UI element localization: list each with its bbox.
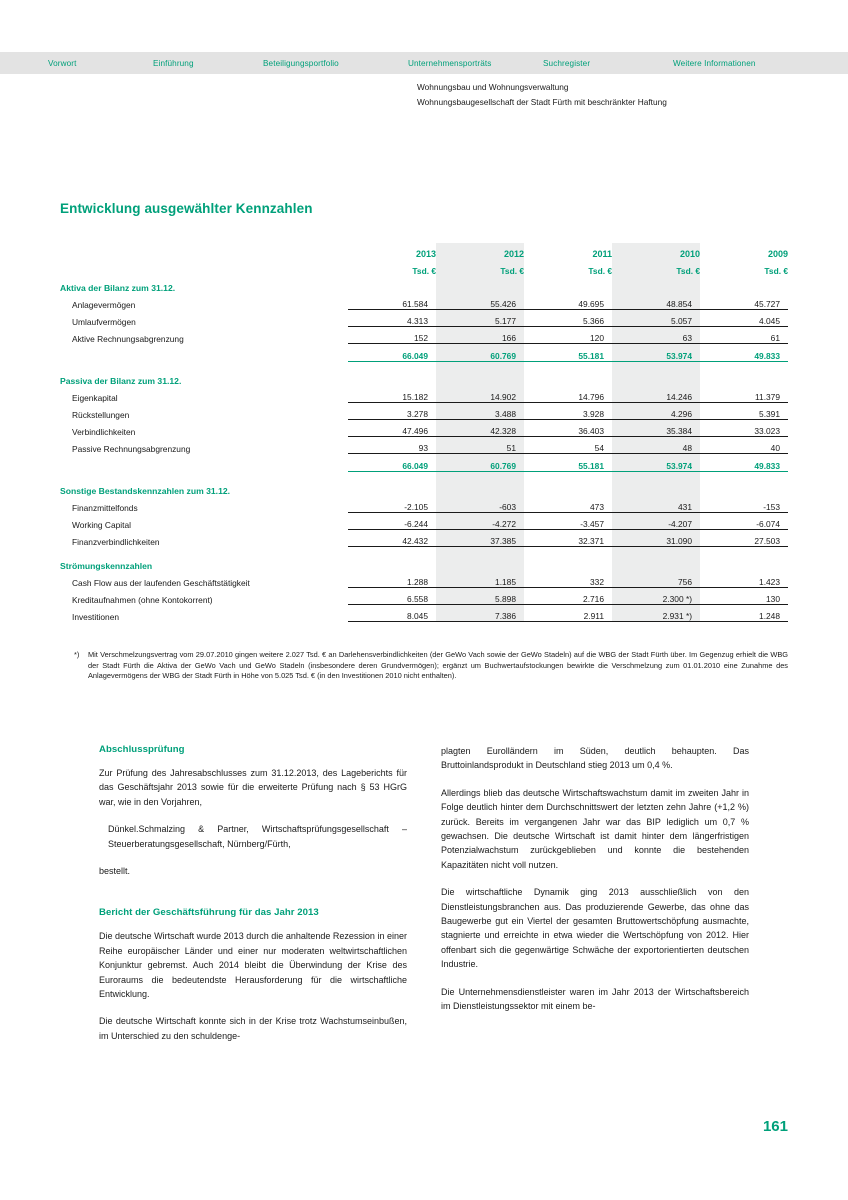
sum-value: 66.049 <box>348 454 436 472</box>
header-year-2012: 2012 <box>436 243 524 259</box>
spacer-cell <box>700 547 788 555</box>
row-value: 1.248 <box>700 605 788 622</box>
row-label: Aktive Rechnungsabgrenzung <box>72 333 184 344</box>
row-value: 45.727 <box>700 293 788 310</box>
row-value: 1.423 <box>700 571 788 588</box>
spacer-cell <box>612 362 700 370</box>
row-value: 93 <box>348 437 436 454</box>
row-value: 31.090 <box>612 530 700 547</box>
sum-label <box>60 454 348 472</box>
table-row <box>60 496 788 513</box>
nav-item-vorwort[interactable]: Vorwort <box>48 58 77 68</box>
header-year-2013: 2013 <box>415 249 436 259</box>
row-value: 4.296 <box>612 403 700 420</box>
kennzahlen-table <box>60 243 788 622</box>
row-value: 5.366 <box>524 310 612 327</box>
spacer-cell <box>436 472 524 480</box>
row-value: 1.288 <box>348 571 436 588</box>
table-row <box>60 437 788 454</box>
row-label: Umlaufvermögen <box>72 316 136 327</box>
sum-value: 55.181 <box>524 454 612 472</box>
row-value: 2.931 *) <box>612 605 700 622</box>
spacer-cell <box>348 547 436 555</box>
row-value: 5.177 <box>436 310 524 327</box>
sum-value: 49.833 <box>700 344 788 362</box>
row-value: 42.432 <box>348 530 436 547</box>
table-group-heading <box>60 369 788 386</box>
paragraph: Die Unternehmensdienstleister waren im Jahr 2013 der Wirtschaftsbereich im Dienstleistungssektor mit einem be- <box>441 986 749 1012</box>
header-unit-2011: Tsd. € <box>588 266 612 276</box>
body-column-left <box>99 744 407 1043</box>
kennzahlen-table-wrapper <box>60 243 788 622</box>
table-spacer <box>60 362 788 370</box>
table-sum-row <box>60 454 788 472</box>
spacer-cell <box>524 362 612 370</box>
row-value: -4.207 <box>612 513 700 530</box>
row-value: -3.457 <box>524 513 612 530</box>
row-value: 15.182 <box>348 386 436 403</box>
table-row <box>60 310 788 327</box>
row-value: 42.328 <box>436 420 524 437</box>
group-pad <box>700 369 788 386</box>
table-row <box>60 605 788 622</box>
spacer-cell <box>524 547 612 555</box>
row-value: 33.023 <box>700 420 788 437</box>
page-number: 161 <box>762 1118 788 1135</box>
spacer-cell <box>348 362 436 370</box>
table-row <box>60 386 788 403</box>
row-value: -6.074 <box>700 513 788 530</box>
group-pad <box>348 369 436 386</box>
header-unit-2009: Tsd. € <box>764 266 788 276</box>
spacer-cell <box>60 472 348 480</box>
table-row <box>60 403 788 420</box>
row-value: 3.928 <box>524 403 612 420</box>
sum-value: 60.769 <box>436 454 524 472</box>
paragraph: Zur Prüfung des Jahresabschlusses zum 31.12.2013, des Lageberichts für das Geschäftsjahr 2013 sowie für die erweiterte Prüfung nach § 53 HGrG war, wie in den Vorjahren, <box>99 768 407 807</box>
row-label: Kreditaufnahmen (ohne Kontokorrent) <box>72 594 213 605</box>
nav-item-beteiligungsportfolio[interactable]: Beteiligungsportfolio <box>263 58 339 68</box>
sum-value: 55.181 <box>524 344 612 362</box>
row-value: 473 <box>524 496 612 513</box>
row-value: 4.045 <box>700 310 788 327</box>
table-sum-row <box>60 344 788 362</box>
table-group-heading <box>60 479 788 496</box>
spacer-cell <box>524 472 612 480</box>
top-navigation <box>48 52 800 74</box>
row-value: 152 <box>348 327 436 344</box>
row-value: 2.716 <box>524 588 612 605</box>
row-label: Cash Flow aus der laufenden Geschäftstätigkeit <box>72 577 250 588</box>
sum-value: 66.049 <box>348 344 436 362</box>
row-value: 63 <box>612 327 700 344</box>
group-pad <box>524 369 612 386</box>
row-label: Finanzverbindlichkeiten <box>72 536 160 547</box>
heading-abschlusspruefung: Abschlussprüfung <box>99 744 185 755</box>
group-pad <box>700 554 788 571</box>
row-value: 130 <box>700 588 788 605</box>
paragraph: Die deutsche Wirtschaft konnte sich in der Krise trotz Wachstumseinbußen, im Unterschied zu den schuldenge- <box>99 1016 407 1041</box>
paragraph: Die deutsche Wirtschaft wurde 2013 durch die anhaltende Rezession in einer Reihe europäischer Länder und einer nur moderaten weltwirtschaftlichen Konjunktur gebremst. Auch 2014 bleibt die Überwindung der Krise des Euroraums die bedeutendste Herausforderung für die wirtschaftliche Entwicklung. <box>99 931 407 1000</box>
spacer-cell <box>700 362 788 370</box>
group-pad <box>436 276 524 293</box>
row-value: 27.503 <box>700 530 788 547</box>
nav-item-suchregister[interactable]: Suchregister <box>543 58 591 68</box>
group-pad <box>524 479 612 496</box>
row-value: 431 <box>612 496 700 513</box>
row-label: Investitionen <box>72 611 120 622</box>
row-value: 332 <box>524 571 612 588</box>
table-row <box>60 420 788 437</box>
table-group-heading <box>60 276 788 293</box>
row-value: 61.584 <box>348 293 436 310</box>
row-label: Passive Rechnungsabgrenzung <box>72 443 191 454</box>
group-pad <box>612 479 700 496</box>
body-column-right <box>441 744 749 1014</box>
paragraph: plagten Eurolländern im Süden, deutlich behaupten. Das Bruttoinlandsprodukt in Deutschland stieg 2013 um 0,4 %. <box>441 746 749 771</box>
section-title: Entwicklung ausgewählter Kennzahlen <box>60 201 313 216</box>
sum-value: 53.974 <box>612 454 700 472</box>
row-value: 7.386 <box>436 605 524 622</box>
spacer-cell <box>436 547 524 555</box>
row-value: 6.558 <box>348 588 436 605</box>
row-value: 36.403 <box>524 420 612 437</box>
row-value: 35.384 <box>612 420 700 437</box>
table-row <box>60 293 788 310</box>
header-year-2011: 2011 <box>592 249 612 259</box>
row-label: Rückstellungen <box>72 409 130 420</box>
heading-bericht-geschaeftsfuehrung: Bericht der Geschäftsführung für das Jahr 2013 <box>99 907 319 919</box>
row-value: 32.371 <box>524 530 612 547</box>
table-spacer <box>60 547 788 555</box>
header-unit-2012: Tsd. € <box>436 259 524 276</box>
group-pad <box>348 554 436 571</box>
row-label: Anlagevermögen <box>72 299 136 310</box>
row-value: 37.385 <box>436 530 524 547</box>
nav-item-unternehmensportraets[interactable]: Unternehmensporträts <box>408 58 492 68</box>
header-year-2009: 2009 <box>767 249 788 259</box>
nav-item-weitere-informationen[interactable]: Weitere Informationen <box>673 58 756 68</box>
spacer-cell <box>700 472 788 480</box>
row-value: 14.902 <box>436 386 524 403</box>
paragraph: Die wirtschaftliche Dynamik ging 2013 ausschließlich von den Dienstleistungsbranchen aus. Das produzierende Gewerbe, das ohne das Baugewerbe gut ein Viertel der gesamten Bruttowertschöpfung ausmachte, stagnierte und erreichte in etwa wieder die Wertschöpfung von 2012. Hier offenbart sich die gegenwärtige Schwäche der exportorientierten deutschen Industrie. <box>441 887 749 970</box>
row-value: 48 <box>612 437 700 454</box>
sum-value: 49.833 <box>700 454 788 472</box>
row-value: 5.391 <box>700 403 788 420</box>
row-value: 120 <box>524 327 612 344</box>
table-row <box>60 327 788 344</box>
table-footnote <box>74 650 788 682</box>
spacer-cell <box>348 472 436 480</box>
row-value: 49.695 <box>524 293 612 310</box>
row-value: 51 <box>436 437 524 454</box>
group-title-aktiva: Aktiva der Bilanz zum 31.12. <box>60 283 176 293</box>
row-value: 3.278 <box>348 403 436 420</box>
row-value: -603 <box>436 496 524 513</box>
group-title-passiva: Passiva der Bilanz zum 31.12. <box>60 376 182 386</box>
page-header-captions <box>417 80 817 109</box>
row-label: Eigenkapital <box>72 392 118 403</box>
row-value: 5.057 <box>612 310 700 327</box>
row-value: 11.379 <box>700 386 788 403</box>
row-value: 8.045 <box>348 605 436 622</box>
row-value: 3.488 <box>436 403 524 420</box>
row-value: 61 <box>700 327 788 344</box>
row-value: 47.496 <box>348 420 436 437</box>
row-label: Finanzmittelfonds <box>72 502 138 513</box>
group-pad <box>700 479 788 496</box>
header-unit-2010: Tsd. € <box>612 259 700 276</box>
paragraph: Allerdings blieb das deutsche Wirtschaftswachstum damit im zweiten Jahr in Folge deutlich hinter dem Durchschnittswert der letzten zehn Jahre (+1,2 %) zurück. Bereits im vergangenen Jahr war das BIP lediglich um 0,7 % gewachsen. Die deutsche Wirtschaft ist damit hinter dem längerfristigen Potenzialwachstum zurückgeblieben und konnte die bestehenden Kapazitäten nicht voll nutzen. <box>441 787 749 870</box>
table-row <box>60 513 788 530</box>
sum-value: 53.974 <box>612 344 700 362</box>
group-pad <box>612 276 700 293</box>
group-pad <box>436 479 524 496</box>
header-company: Wohnungsbaugesellschaft der Stadt Fürth mit beschränkter Haftung <box>417 96 667 107</box>
group-title-sonstige: Sonstige Bestandskennzahlen zum 31.12. <box>60 486 231 496</box>
header-year-2010: 2010 <box>612 243 700 259</box>
spacer-cell <box>60 362 348 370</box>
row-value: 55.426 <box>436 293 524 310</box>
row-value: -153 <box>700 496 788 513</box>
group-pad <box>612 369 700 386</box>
row-value: 166 <box>436 327 524 344</box>
header-category: Wohnungsbau und Wohnungsverwaltung <box>417 82 569 92</box>
row-value: 5.898 <box>436 588 524 605</box>
row-label: Working Capital <box>72 519 131 530</box>
row-value: 54 <box>524 437 612 454</box>
sum-value: 60.769 <box>436 344 524 362</box>
header-empty <box>60 243 348 259</box>
group-pad <box>348 479 436 496</box>
table-header-units <box>60 259 788 276</box>
group-pad <box>612 554 700 571</box>
row-label: Verbindlichkeiten <box>72 426 136 437</box>
nav-item-einfuehrung[interactable]: Einführung <box>153 58 194 68</box>
row-value: 14.796 <box>524 386 612 403</box>
group-pad <box>700 276 788 293</box>
row-value: 2.300 *) <box>612 588 700 605</box>
footnote-text: Mit Verschmelzungsvertrag vom 29.07.2010 gingen weitere 2.027 Tsd. € an Darlehensverbindlichkeiten (der GeWo Vach sowie der GeWo Stadeln) auf die WBG der Stadt Fürth über. Im Gegenzug erhielt die WBG der Stadt Fürth die Aktiva der GeWo Vach und GeWo Stadeln (insbesondere deren Grundvermögen); ergänzt um Buchwertaufstockungen bewirkte die Verschmelzung zum 01.01.2010 eine Zunahme des Anlagevermögens der WBG der Stadt Fürth in Höhe von 5.025 Tsd. € (in den Investitionen 2010 nicht enthalten). <box>88 650 788 681</box>
spacer-cell <box>612 547 700 555</box>
group-pad <box>348 276 436 293</box>
row-value: 1.185 <box>436 571 524 588</box>
group-title-stroemung: Strömungskennzahlen <box>60 561 153 571</box>
paragraph: Dünkel.Schmalzing & Partner, Wirtschaftsprüfungsgesellschaft – Steuerberatungsgesellschaft, Nürnberg/Fürth, <box>108 824 407 849</box>
group-pad <box>524 554 612 571</box>
sum-label <box>60 344 348 362</box>
spacer-cell <box>612 472 700 480</box>
table-row <box>60 530 788 547</box>
header-unit-empty <box>60 259 348 276</box>
row-value: 2.911 <box>524 605 612 622</box>
row-value: 4.313 <box>348 310 436 327</box>
spacer-cell <box>60 547 348 555</box>
table-group-heading <box>60 554 788 571</box>
table-row <box>60 571 788 588</box>
group-pad <box>436 554 524 571</box>
row-value: -2.105 <box>348 496 436 513</box>
paragraph: bestellt. <box>99 866 131 877</box>
row-value: 40 <box>700 437 788 454</box>
spacer-cell <box>436 362 524 370</box>
row-value: -4.272 <box>436 513 524 530</box>
row-value: 48.854 <box>612 293 700 310</box>
row-value: 14.246 <box>612 386 700 403</box>
table-header-years <box>60 243 788 259</box>
group-pad <box>524 276 612 293</box>
table-spacer <box>60 472 788 480</box>
footnote-marker: *) <box>74 650 80 659</box>
row-value: 756 <box>612 571 700 588</box>
group-pad <box>436 369 524 386</box>
header-unit-2013: Tsd. € <box>412 266 436 276</box>
row-value: -6.244 <box>348 513 436 530</box>
table-row <box>60 588 788 605</box>
